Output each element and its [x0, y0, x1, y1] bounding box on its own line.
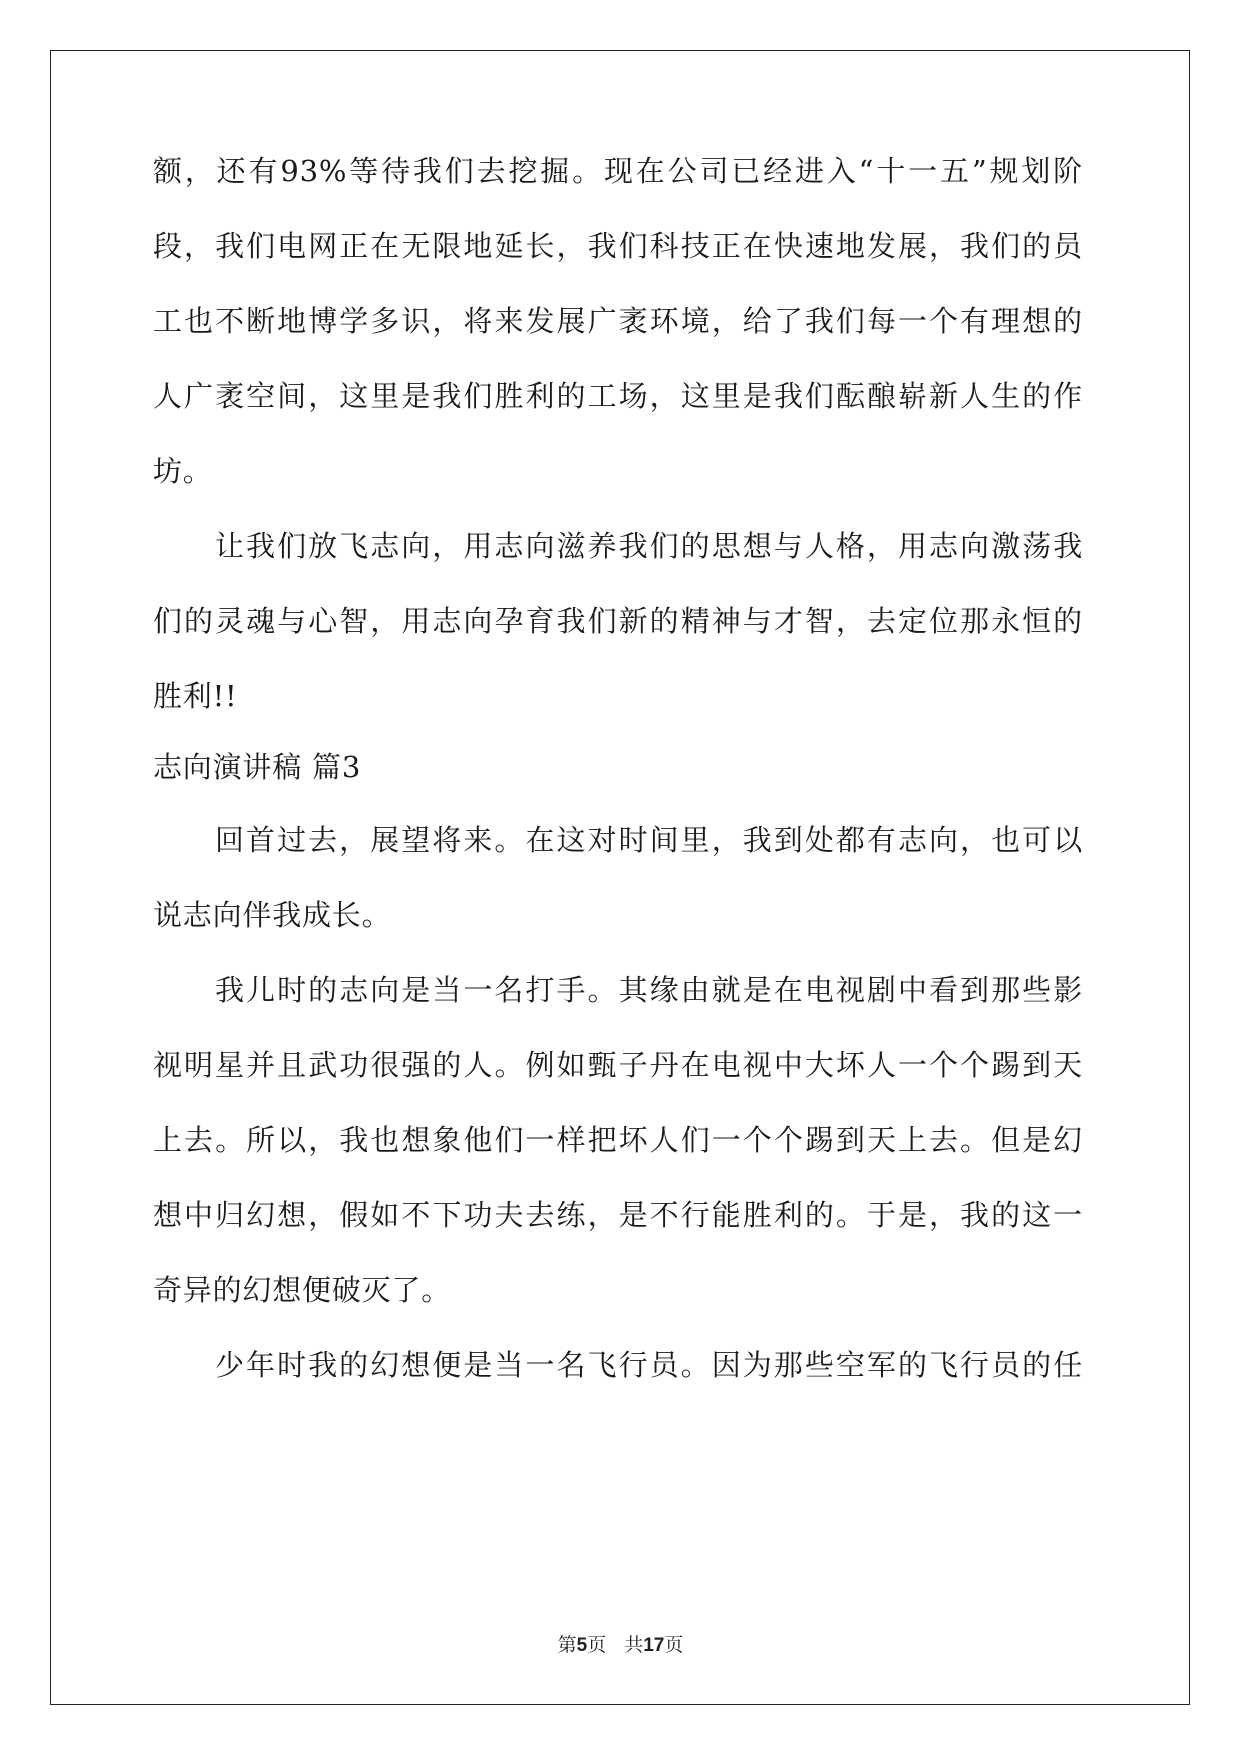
- page-unit: 页: [587, 1634, 607, 1656]
- body-line: 奇异的幻想便破灭了。: [153, 1273, 452, 1307]
- body-line: 额，还有93%等待我们去挖掘。现在公司已经进入“十一五”规划阶: [153, 154, 1083, 188]
- section-heading: 志向演讲稿 篇3: [153, 750, 362, 784]
- total-unit: 页: [664, 1634, 684, 1656]
- body-line: 想中归幻想，假如不下功夫去练，是不行能胜利的。于是，我的这一: [153, 1198, 1083, 1232]
- body-line: 工也不断地博学多识，将来发展广袤环境，给了我们每一个有理想的: [153, 304, 1083, 338]
- total-pages: 17: [643, 1635, 665, 1656]
- paragraph-start-line: 让我们放飞志向，用志向滋养我们的思想与人格，用志向激荡我: [215, 529, 1083, 563]
- body-line: 视明星并且武功很强的人。例如甄子丹在电视中大坏人一个个踢到天: [153, 1048, 1083, 1082]
- page-number: 5: [576, 1635, 588, 1656]
- body-line: 们的灵魂与心智，用志向孕育我们新的精神与才智，去定位那永恒的: [153, 604, 1083, 638]
- paragraph-start-line: 我儿时的志向是当一名打手。其缘由就是在电视剧中看到那些影: [215, 973, 1083, 1007]
- page-prefix: 第: [557, 1634, 577, 1656]
- body-line: 说志向伴我成长。: [153, 898, 392, 932]
- page-footer: [0, 1633, 1241, 1658]
- body-line: 上去。所以，我也想象他们一样把坏人们一个个踢到天上去。但是幻: [153, 1123, 1083, 1157]
- paragraph-start-line: 回首过去，展望将来。在这对时间里，我到处都有志向，也可以: [215, 823, 1083, 857]
- total-prefix: 共: [624, 1634, 644, 1656]
- body-line: 人广袤空间，这里是我们胜利的工场，这里是我们酝酿崭新人生的作: [153, 379, 1083, 413]
- page-border: [50, 50, 1190, 1705]
- body-line: 坊。: [153, 454, 213, 488]
- body-line: 段，我们电网正在无限地延长，我们科技正在快速地发展，我们的员: [153, 229, 1083, 263]
- body-line: 胜利!!: [153, 679, 238, 713]
- paragraph-start-line: 少年时我的幻想便是当一名飞行员。因为那些空军的飞行员的任: [215, 1348, 1083, 1382]
